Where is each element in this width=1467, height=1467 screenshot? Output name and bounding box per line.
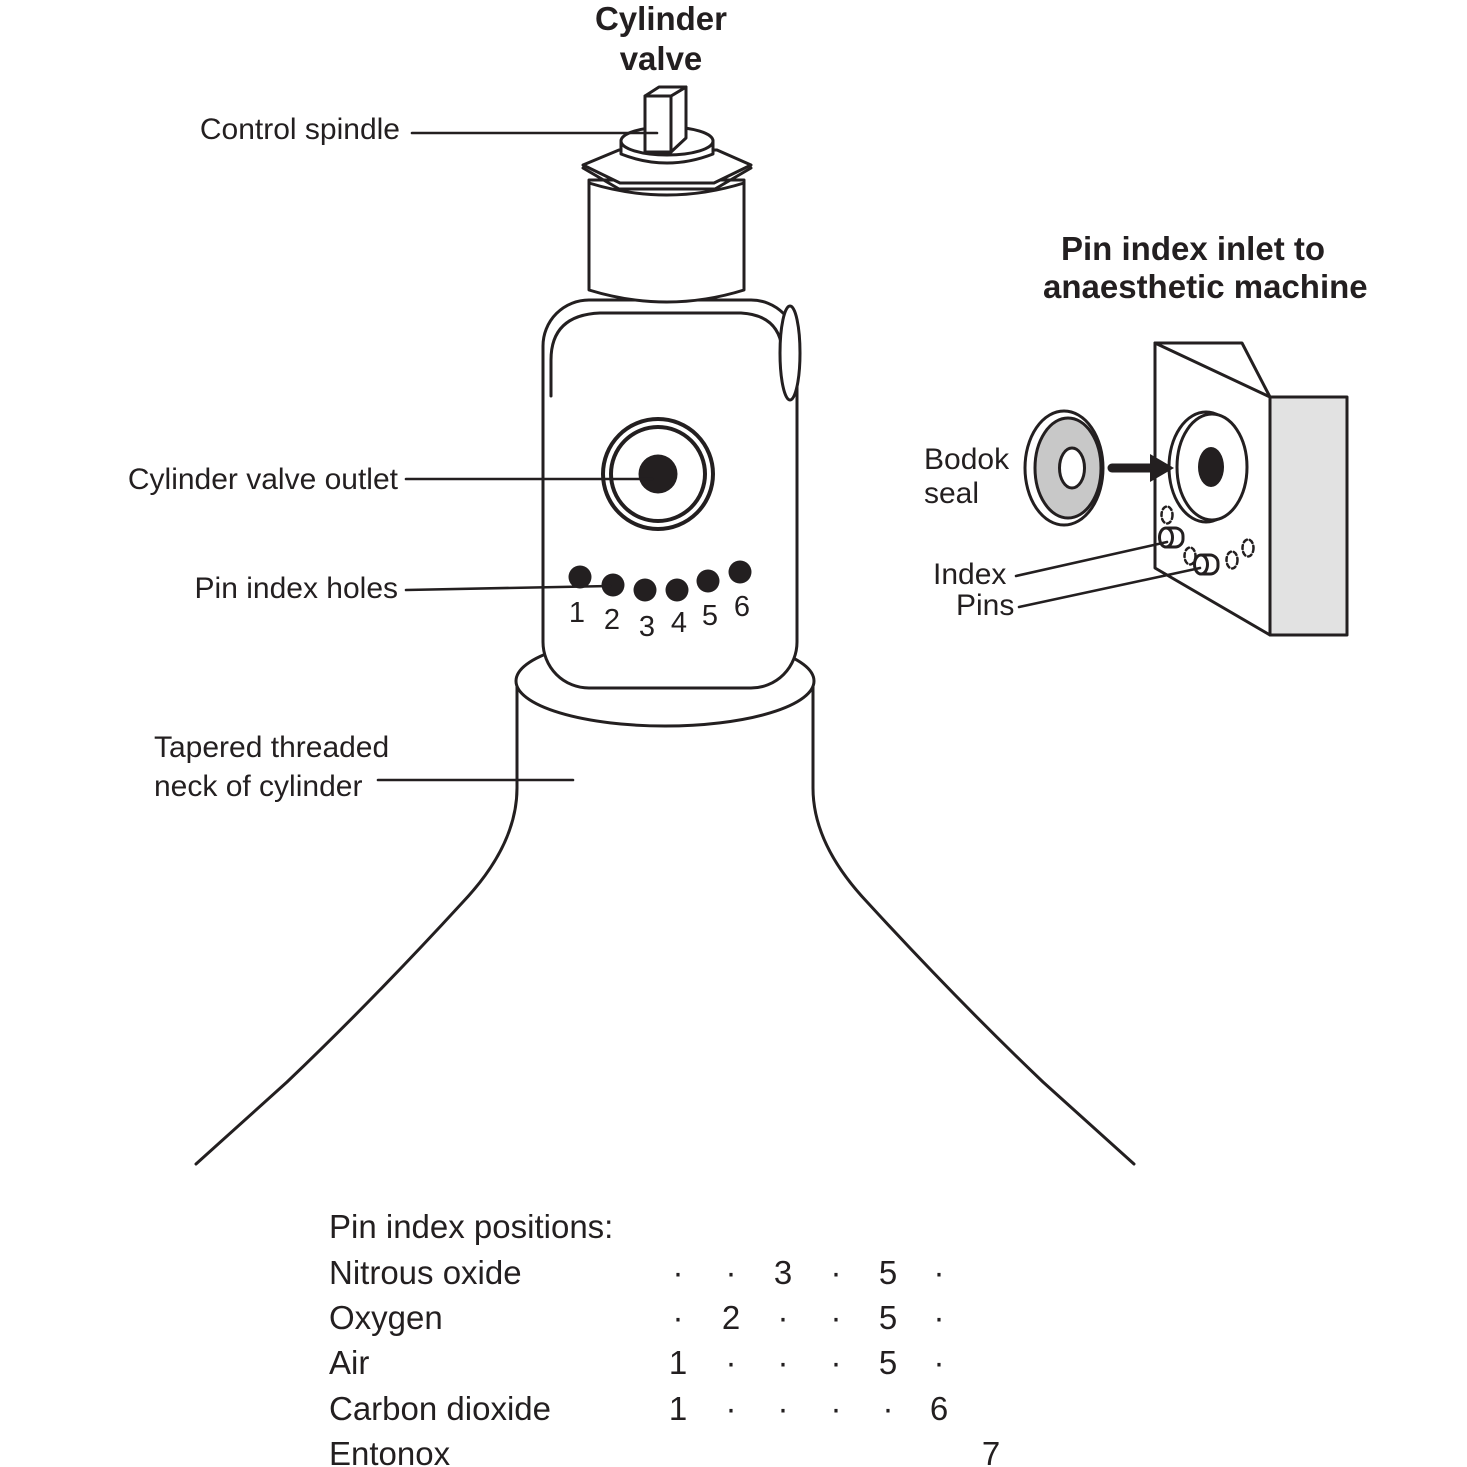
pin-cell: ·: [725, 1390, 737, 1427]
pin-cell: 1: [668, 1344, 688, 1381]
pin-cell: ·: [830, 1254, 842, 1291]
pin-cell: ·: [725, 1254, 737, 1291]
gas-label-air: Air: [329, 1344, 370, 1381]
pin-cell: 2: [721, 1299, 741, 1336]
valve-outlet-port: [639, 455, 678, 494]
gas-label-nitrous-oxide: Nitrous oxide: [329, 1254, 522, 1291]
gas-label-oxygen: Oxygen: [329, 1299, 443, 1336]
pin-hole-number-6: 6: [733, 591, 751, 623]
machine-side-panel: [1270, 397, 1347, 635]
pin-hole-number-2: 2: [603, 604, 621, 636]
pin-cell: 5: [878, 1344, 898, 1381]
control-spindle-label: Control spindle: [199, 113, 400, 146]
pin-cell: ·: [777, 1344, 789, 1381]
gas-label-carbon-dioxide: Carbon dioxide: [329, 1390, 551, 1427]
pin-cell: 1: [668, 1390, 688, 1427]
pin-cell: 7: [981, 1435, 1001, 1467]
tapered-neck-label-line1: Tapered threaded: [154, 731, 390, 764]
pin-hole-number-3: 3: [638, 611, 656, 643]
pin-cell: ·: [830, 1299, 842, 1336]
tapered-neck-label-line2: neck of cylinder: [154, 770, 363, 803]
bodok-seal-label-line2: seal: [924, 477, 980, 510]
pin-cell: ·: [830, 1390, 842, 1427]
leader-index-pin-2: [1019, 568, 1200, 607]
cylinder-valve-title-line1: Cylinder: [594, 0, 728, 37]
pin-cell: ·: [933, 1254, 945, 1291]
pin-cell: ·: [777, 1390, 789, 1427]
pin-hole-number-5: 5: [701, 600, 719, 632]
pin-cell: ·: [882, 1390, 894, 1427]
pin-cell: 5: [878, 1254, 898, 1291]
pin-cell: ·: [933, 1299, 945, 1336]
machine-title-line1: Pin index inlet to: [1060, 230, 1326, 267]
pin-cell: ·: [933, 1344, 945, 1381]
leader-index-pin-1: [1016, 542, 1167, 576]
bodok-seal-label-line1: Bodok: [924, 443, 1010, 476]
pin-index-holes-label: Pin index holes: [194, 572, 398, 605]
pin-cell: ·: [672, 1299, 684, 1336]
pin-cell: 6: [929, 1390, 949, 1427]
pin-cell: ·: [725, 1344, 737, 1381]
valve-block-edge-highlight: [780, 306, 800, 400]
pin-cell: ·: [830, 1344, 842, 1381]
index-pins-label-line2: Pins: [956, 589, 1015, 622]
pin-hole-number-4: 4: [670, 607, 688, 639]
pin-cell: 5: [878, 1299, 898, 1336]
pin-cell: 3: [773, 1254, 793, 1291]
gas-label-entonox: Entonox: [329, 1435, 451, 1467]
pin-cell: ·: [672, 1254, 684, 1291]
machine-title-line2: anaesthetic machine: [1043, 268, 1368, 305]
bodok-seal: [1025, 411, 1103, 525]
index-pins-label-line1: Index: [933, 558, 1007, 591]
control-spindle-rod: [645, 87, 686, 152]
cylinder-valve-outlet-label: Cylinder valve outlet: [127, 463, 398, 496]
valve-collar: [589, 180, 744, 302]
machine-port-hole: [1198, 447, 1224, 487]
pin-hole-number-1: 1: [568, 597, 586, 629]
pin-cell: ·: [777, 1299, 789, 1336]
machine-gas-port: [1169, 412, 1247, 522]
cylinder-valve-title-line2: valve: [619, 40, 703, 77]
pin-index-positions-heading: Pin index positions:: [329, 1208, 614, 1245]
